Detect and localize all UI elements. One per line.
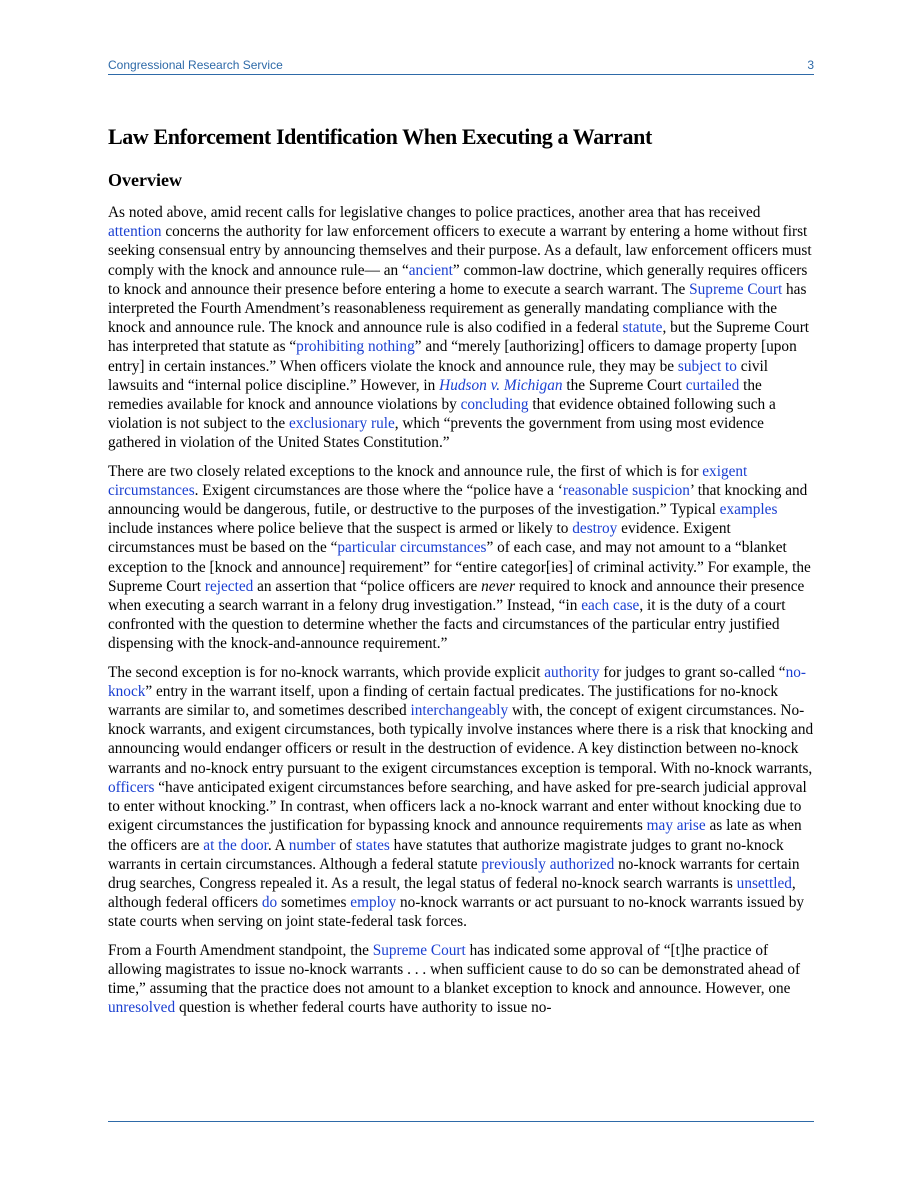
- text-run: as late as when the officers are: [108, 817, 802, 854]
- text-run: question is whether federal courts have authority to issue no-: [175, 999, 552, 1017]
- text-run: sometimes: [277, 894, 351, 912]
- text-run: , although federal officers: [108, 874, 796, 912]
- inline-link[interactable]: Supreme Court: [372, 941, 466, 959]
- text-run: ” common-law doctrine, which generally requires officers to knock and announce their presence before entering a home to execute a search warrant. The: [108, 261, 808, 298]
- inline-link[interactable]: do: [261, 894, 278, 912]
- inline-link[interactable]: number: [288, 836, 336, 854]
- inline-link[interactable]: rejected: [204, 577, 254, 595]
- page-title: Law Enforcement Identification When Executing a Warrant: [108, 124, 652, 149]
- inline-link[interactable]: attention: [108, 223, 162, 241]
- text-run: has interpreted the Fourth Amendment’s reasonableness requirement as generally mandating compliance with the knock and announce rule. The knock and announce rule is also codified in a federal: [108, 280, 807, 337]
- header-org-name: Congressional Research Service: [108, 58, 283, 72]
- inline-link[interactable]: statute: [622, 319, 663, 337]
- text-run: As noted above, amid recent calls for legislative changes to police practices, another area that has received: [108, 204, 761, 221]
- text-run: an assertion that “police officers are: [253, 577, 482, 595]
- text-run: include instances where police believe that the suspect is armed or likely to: [108, 520, 573, 538]
- page-header: [108, 56, 814, 75]
- inline-link[interactable]: curtailed: [685, 376, 740, 394]
- inline-link[interactable]: subject to: [677, 357, 737, 375]
- text-run: From a Fourth Amendment standpoint, the: [108, 941, 373, 959]
- inline-link[interactable]: reasonable suspicion: [562, 481, 690, 499]
- inline-link[interactable]: interchangeably: [410, 702, 509, 720]
- text-run: no-knock warrants for certain drug searches, Congress repealed it. As a result, the legal status of federal no-knock search warrants is: [108, 855, 800, 892]
- text-run: for judges to grant so-called “: [599, 663, 786, 681]
- text-run: with, the concept of exigent circumstances. No-knock warrants, and exigent circumstances, both typically involve instances where there is a risk that knocking and announcing would endanger officers or result in the destruction of evidence. A key distinction between no-knock warrants and no-knock entry pursuant to the exigent circumstances exception is temporal. With no-knock warrants,: [108, 702, 814, 777]
- text-run: required to knock and announce their presence when executing a search warrant in a felony drug investigation.” Instead, “in: [108, 577, 805, 615]
- section-heading: Overview: [108, 170, 182, 190]
- text-run: civil lawsuits and “internal police discipline.” However, in: [108, 357, 768, 394]
- text-run: The second exception is for no-knock warrants, which provide explicit: [108, 663, 545, 681]
- document-body: [108, 203, 814, 1026]
- inline-link[interactable]: Hudson v. Michigan: [439, 376, 563, 394]
- inline-link[interactable]: unsettled: [736, 874, 792, 892]
- paragraph-4: [108, 941, 814, 1018]
- inline-link[interactable]: authority: [544, 663, 600, 681]
- inline-link[interactable]: examples: [719, 501, 778, 519]
- text-run: . Exigent circumstances are those where the “police have a ‘: [194, 481, 563, 499]
- inline-link[interactable]: ancient: [408, 261, 453, 279]
- inline-link[interactable]: exigent circumstances: [108, 462, 748, 499]
- text-run: , but the Supreme Court has interpreted that statute as “: [108, 319, 810, 356]
- text-run: ” and “merely [authorizing] officers to damage property [upon entry] in certain instances.” When officers violate the knock and announce rule, they may be: [108, 338, 797, 375]
- text-run: the remedies available for knock and announce violations by: [108, 376, 762, 414]
- inline-link[interactable]: at the door: [203, 836, 268, 854]
- inline-link[interactable]: exclusionary rule: [289, 415, 395, 433]
- text-run: There are two closely related exceptions to the knock and announce rule, the first of which is for: [108, 462, 703, 480]
- page-number: 3: [807, 58, 814, 72]
- paragraph-3: [108, 663, 814, 932]
- text-run: that evidence obtained following such a violation is not subject to the: [108, 396, 776, 433]
- inline-link[interactable]: employ: [350, 894, 397, 912]
- inline-link[interactable]: destroy: [572, 520, 618, 538]
- inline-link[interactable]: each case: [581, 597, 640, 615]
- emphasis-text: never: [481, 577, 516, 595]
- text-run: the Supreme Court: [562, 376, 686, 394]
- inline-link[interactable]: may arise: [646, 817, 706, 835]
- text-run: has indicated some approval of “[t]he practice of allowing magistrates to issue no-knock warrants . . . when sufficient cause to do so can be demonstrated ahead of time,” assuming that the practice does not amount to a blanket exception to knock and announce. However, one: [108, 941, 801, 997]
- text-run: no-knock warrants or act pursuant to no-knock warrants issued by state courts when serving on joint state-federal task forces.: [108, 894, 804, 931]
- text-run: evidence. Exigent circumstances must be based on the “: [108, 520, 731, 557]
- inline-link[interactable]: no-knock: [108, 663, 806, 700]
- inline-link[interactable]: unresolved: [108, 999, 176, 1017]
- inline-link[interactable]: particular circumstances: [337, 539, 487, 557]
- text-run: ” of each case, and may not amount to a “blanket exception to the [knock and announce] requirement” for “entire categor[ies] of criminal activity.” For example, the Supreme Court: [108, 539, 811, 595]
- text-run: ’ that knocking and announcing would be dangerous, futile, or destructive to the purposes of the investigation.” Typical: [108, 481, 808, 519]
- inline-link[interactable]: concluding: [460, 396, 529, 414]
- inline-link[interactable]: states: [355, 836, 390, 854]
- paragraph-2: [108, 462, 814, 654]
- text-run: of: [335, 836, 356, 854]
- text-run: . A: [267, 836, 289, 854]
- text-run: “have anticipated exigent circumstances before searching, and have asked for pre-search judicial approval to enter without knocking.” In contrast, when officers lack a no-knock warrant and enter without knocking due to exigent circumstances the justification for bypassing knock and announce requirements: [108, 778, 807, 835]
- text-run: ” entry in the warrant itself, upon a finding of certain factual predicates. The justifications for no-knock warrants are similar to, and sometimes described: [108, 682, 779, 720]
- text-run: have statutes that authorize magistrate judges to grant no-knock warrants in certain circumstances. Although a federal statute: [108, 836, 784, 873]
- text-run: , which “prevents the government from using most evidence gathered in violation of the United States Constitution.”: [108, 415, 764, 452]
- inline-link[interactable]: previously authorized: [481, 855, 615, 873]
- inline-link[interactable]: Supreme Court: [689, 280, 783, 298]
- inline-link[interactable]: prohibiting nothing: [296, 338, 415, 356]
- inline-link[interactable]: officers: [108, 778, 155, 796]
- footer-rule: [108, 1121, 814, 1122]
- paragraph-1: [108, 203, 814, 453]
- text-run: , it is the duty of a court confronted with the question to determine whether the facts and circumstances of the particular entry justified dispensing with the knock-and-announce requirement.”: [108, 597, 786, 653]
- text-run: concerns the authority for law enforcement officers to execute a warrant by entering a home without first seeking consensual entry by announcing themselves and their purpose. As a default, law enforcement officers must comply with the knock and announce rule— an “: [108, 223, 812, 279]
